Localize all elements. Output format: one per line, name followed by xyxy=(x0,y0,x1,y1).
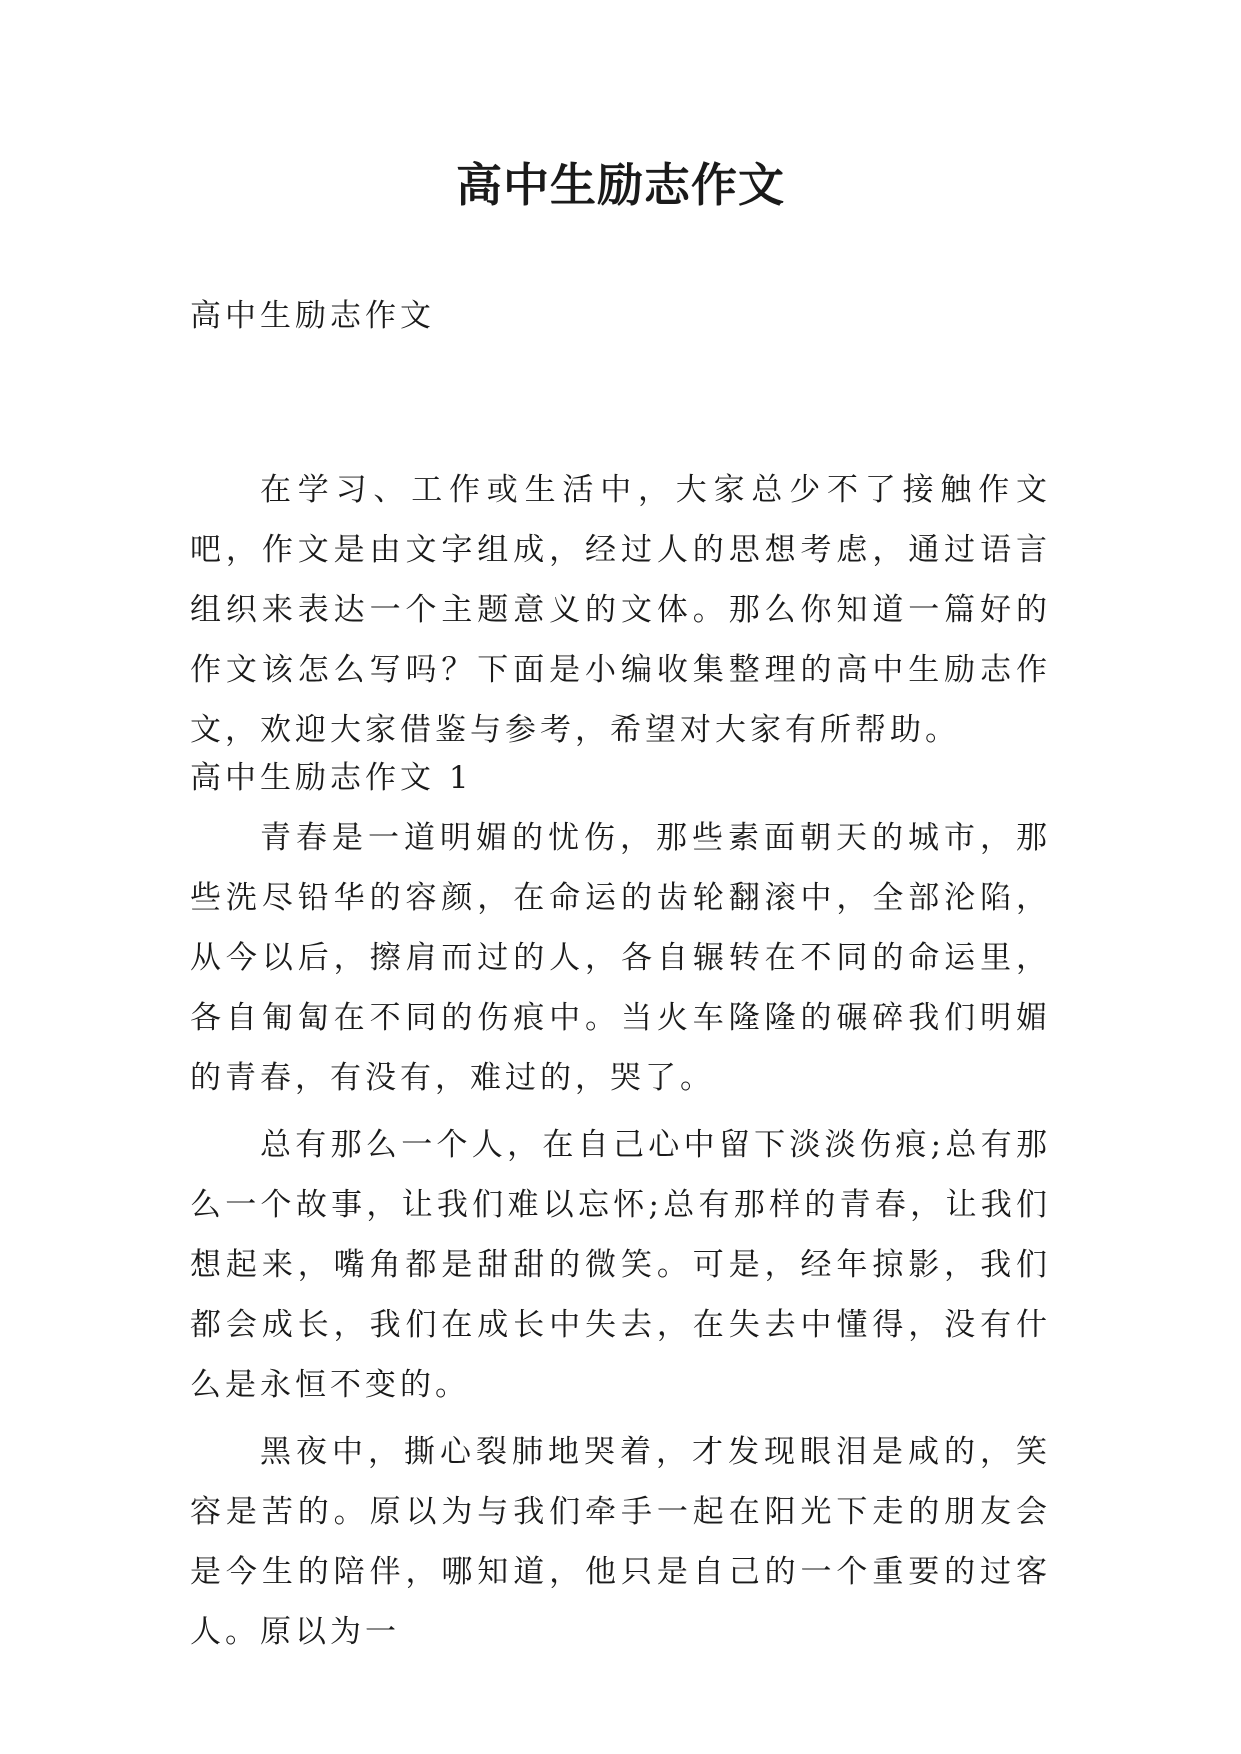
document-title: 高中生励志作文 xyxy=(456,158,785,212)
section-heading: 高中生励志作文 1 xyxy=(190,760,473,796)
essay-paragraph: 黑夜中，撕心裂肺地哭着，才发现眼泪是咸的，笑容是苦的。原以为与我们牵手一起在阳光下走的朋友会是今生的陪伴，哪知道，他只是自己的一个重要的过客人。原以为一 xyxy=(190,1434,1051,1650)
essay-paragraph: 青春是一道明媚的忧伤，那些素面朝天的城市，那些洗尽铅华的容颜，在命运的齿轮翻滚中，全部沦陷，从今以后，擦肩而过的人，各自辗转在不同的命运里，各自匍匐在不同的伤痕中。当火车隆隆的碾碎我们明媚的青春，有没有，难过的，哭了。 xyxy=(190,820,1051,1096)
essay-paragraph: 总有那么一个人，在自己心中留下淡淡伤痕;总有那么一个故事，让我们难以忘怀;总有那样的青春，让我们想起来，嘴角都是甜甜的微笑。可是，经年掠影，我们都会成长，我们在成长中失去，在失去中懂得，没有什么是永恒不变的。 xyxy=(190,1127,1051,1403)
essay-body xyxy=(190,808,1051,1669)
intro-paragraph: 在学习、工作或生活中，大家总少不了接触作文吧，作文是由文字组成，经过人的思想考虑，通过语言组织来表达一个主题意义的文体。那么你知道一篇好的作文该怎么写吗？下面是小编收集整理的高中生励志作文，欢迎大家借鉴与参考，希望对大家有所帮助。 xyxy=(190,472,1051,748)
document-subtitle: 高中生励志作文 xyxy=(190,298,435,334)
